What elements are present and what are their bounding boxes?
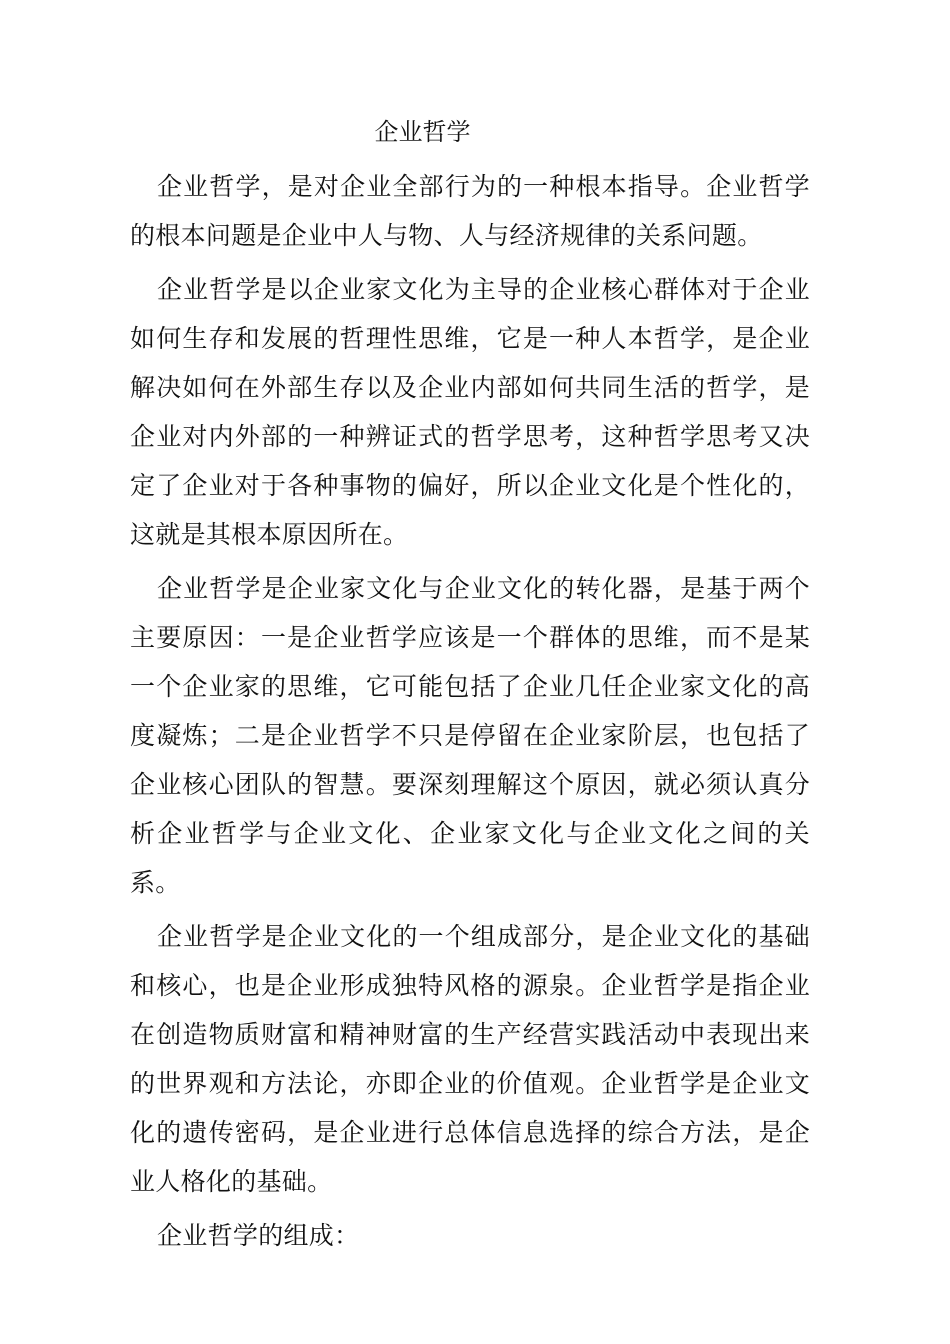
paragraph-3: 企业哲学是企业家文化与企业文化的转化器，是基于两个主要原因：一是企业哲学应该是一个群体的思维，而不是某一个企业家的思维，它可能包括了企业几任企业家文化的高度凝炼；二是企业哲学不只是停留在企业家阶层，也包括了企业核心团队的智慧。要深刻理解这个原因，就必须认真分析企业哲学与企业文化、企业家文化与企业文化之间的关系。 (130, 574, 810, 897)
document-body (130, 162, 810, 1265)
document-title: 企业哲学 (374, 118, 471, 146)
paragraph-5: 企业哲学的组成： (157, 1221, 360, 1250)
paragraph-2: 企业哲学是以企业家文化为主导的企业核心群体对于企业如何生存和发展的哲理性思维，它是一种人本哲学，是企业解决如何在外部生存以及企业内部如何共同生活的哲学，是企业对内外部的一种辨证式的哲学思考，这种哲学思考又决定了企业对于各种事物的偏好，所以企业文化是个性化的，这就是其根本原因所在。 (130, 275, 810, 549)
paragraph-1: 企业哲学，是对企业全部行为的一种根本指导。企业哲学的根本问题是企业中人与物、人与经济规律的关系问题。 (130, 172, 810, 250)
paragraph-4: 企业哲学是企业文化的一个组成部分，是企业文化的基础和核心，也是企业形成独特风格的源泉。企业哲学是指企业在创造物质财富和精神财富的生产经营实践活动中表现出来的世界观和方法论，亦即企业的价值观。企业哲学是企业文化的遗传密码，是企业进行总体信息选择的综合方法，是企业人格化的基础。 (130, 922, 810, 1196)
